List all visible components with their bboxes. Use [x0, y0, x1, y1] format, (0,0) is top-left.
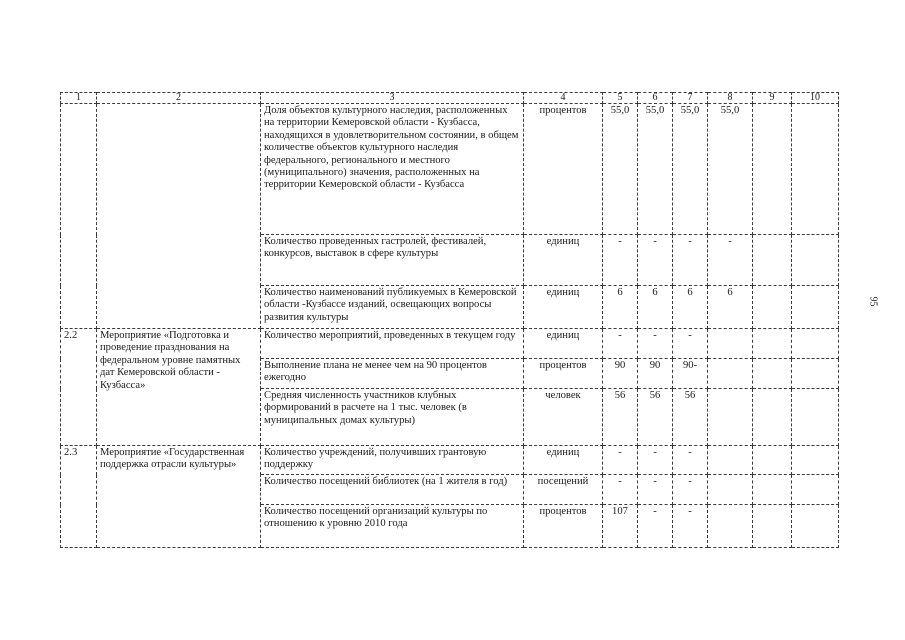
indicator-cell: Количество проведенных гастролей, фестивалей, конкурсов, выставок в сфере культуры: [261, 235, 524, 286]
col-header: 6: [638, 93, 673, 104]
unit-cell: посещений: [524, 475, 603, 505]
value-cell: 6: [603, 286, 638, 329]
indicator-cell: Доля объектов культурного наследия, расположенных на территории Кемеровской области - Кузбасса, находящихся в удовлетворительном состоянии, в общем количестве объектов культурного наследия федерального, регионального и местного (муниципального) значения, расположенных на территории Кемеровской области - Кузбасса: [261, 104, 524, 235]
value-cell: -: [638, 329, 673, 359]
value-cell: [708, 475, 753, 505]
value-cell: -: [673, 235, 708, 286]
value-cell: [792, 359, 839, 389]
value-cell: [792, 505, 839, 548]
value-cell: [708, 389, 753, 446]
page-number: 95: [867, 296, 879, 307]
indicator-cell: Количество учреждений, получивших грантовую поддержку: [261, 446, 524, 475]
value-cell: 55,0: [638, 104, 673, 235]
value-cell: 6: [638, 286, 673, 329]
value-cell: [792, 446, 839, 475]
value-cell: -: [638, 446, 673, 475]
value-cell: -: [603, 475, 638, 505]
value-cell: 90: [638, 359, 673, 389]
col-header: 3: [261, 93, 524, 104]
table-row: [61, 329, 839, 359]
value-cell: [708, 505, 753, 548]
indicator-table: [60, 92, 839, 548]
indicator-cell: Средняя численность участников клубных формирований в расчете на 1 тыс. человек (в муниципальных домах культуры): [261, 389, 524, 446]
value-cell: [792, 389, 839, 446]
value-cell: -: [673, 505, 708, 548]
value-cell: [753, 235, 792, 286]
value-cell: [792, 235, 839, 286]
value-cell: [753, 446, 792, 475]
value-cell: [753, 475, 792, 505]
value-cell: 107: [603, 505, 638, 548]
value-cell: -: [673, 446, 708, 475]
value-cell: [753, 286, 792, 329]
row-number-cell: 2.3: [61, 446, 97, 548]
table-row: [61, 104, 839, 235]
col-header: 8: [708, 93, 753, 104]
row-number-cell: 2.2: [61, 329, 97, 446]
value-cell: 6: [673, 286, 708, 329]
unit-cell: единиц: [524, 286, 603, 329]
value-cell: -: [603, 235, 638, 286]
value-cell: -: [603, 446, 638, 475]
value-cell: 56: [673, 389, 708, 446]
value-cell: -: [638, 475, 673, 505]
value-cell: 90: [603, 359, 638, 389]
unit-cell: процентов: [524, 104, 603, 235]
col-header: 7: [673, 93, 708, 104]
indicator-cell: Количество посещений организаций культуры по отношению к уровню 2010 года: [261, 505, 524, 548]
value-cell: 55,0: [673, 104, 708, 235]
unit-cell: единиц: [524, 235, 603, 286]
row-number-cell: [61, 104, 97, 329]
value-cell: [792, 286, 839, 329]
unit-cell: процентов: [524, 505, 603, 548]
value-cell: [792, 329, 839, 359]
value-cell: 55,0: [603, 104, 638, 235]
value-cell: [753, 505, 792, 548]
value-cell: [753, 359, 792, 389]
value-cell: [708, 446, 753, 475]
value-cell: -: [638, 235, 673, 286]
value-cell: -: [603, 329, 638, 359]
value-cell: -: [673, 329, 708, 359]
col-header: 10: [792, 93, 839, 104]
value-cell: 6: [708, 286, 753, 329]
value-cell: 56: [603, 389, 638, 446]
unit-cell: единиц: [524, 329, 603, 359]
value-cell: [708, 359, 753, 389]
unit-cell: человек: [524, 389, 603, 446]
value-cell: 56: [638, 389, 673, 446]
event-cell: [97, 104, 261, 329]
indicator-cell: Количество посещений библиотек (на 1 жителя в год): [261, 475, 524, 505]
table-row: [61, 446, 839, 475]
col-header: 1: [61, 93, 97, 104]
value-cell: [708, 329, 753, 359]
col-header: 9: [753, 93, 792, 104]
value-cell: 55,0: [708, 104, 753, 235]
value-cell: -: [638, 505, 673, 548]
col-header: 5: [603, 93, 638, 104]
unit-cell: единиц: [524, 446, 603, 475]
header-row: [61, 93, 839, 104]
event-cell: Мероприятие «Подготовка и проведение празднования на федеральном уровне памятных дат Кемеровской области - Кузбасса»: [97, 329, 261, 446]
indicator-cell: Количество наименований публикуемых в Кемеровской области -Кузбассе изданий, освещающих вопросы развития культуры: [261, 286, 524, 329]
value-cell: [753, 329, 792, 359]
value-cell: [792, 104, 839, 235]
value-cell: [753, 389, 792, 446]
event-cell: Мероприятие «Государственная поддержка отрасли культуры»: [97, 446, 261, 548]
value-cell: [753, 104, 792, 235]
col-header: 4: [524, 93, 603, 104]
value-cell: 90-: [673, 359, 708, 389]
value-cell: [792, 475, 839, 505]
indicator-cell: Количество мероприятий, проведенных в текущем году: [261, 329, 524, 359]
value-cell: -: [708, 235, 753, 286]
value-cell: -: [673, 475, 708, 505]
indicator-cell: Выполнение плана не менее чем на 90 процентов ежегодно: [261, 359, 524, 389]
col-header: 2: [97, 93, 261, 104]
unit-cell: процентов: [524, 359, 603, 389]
